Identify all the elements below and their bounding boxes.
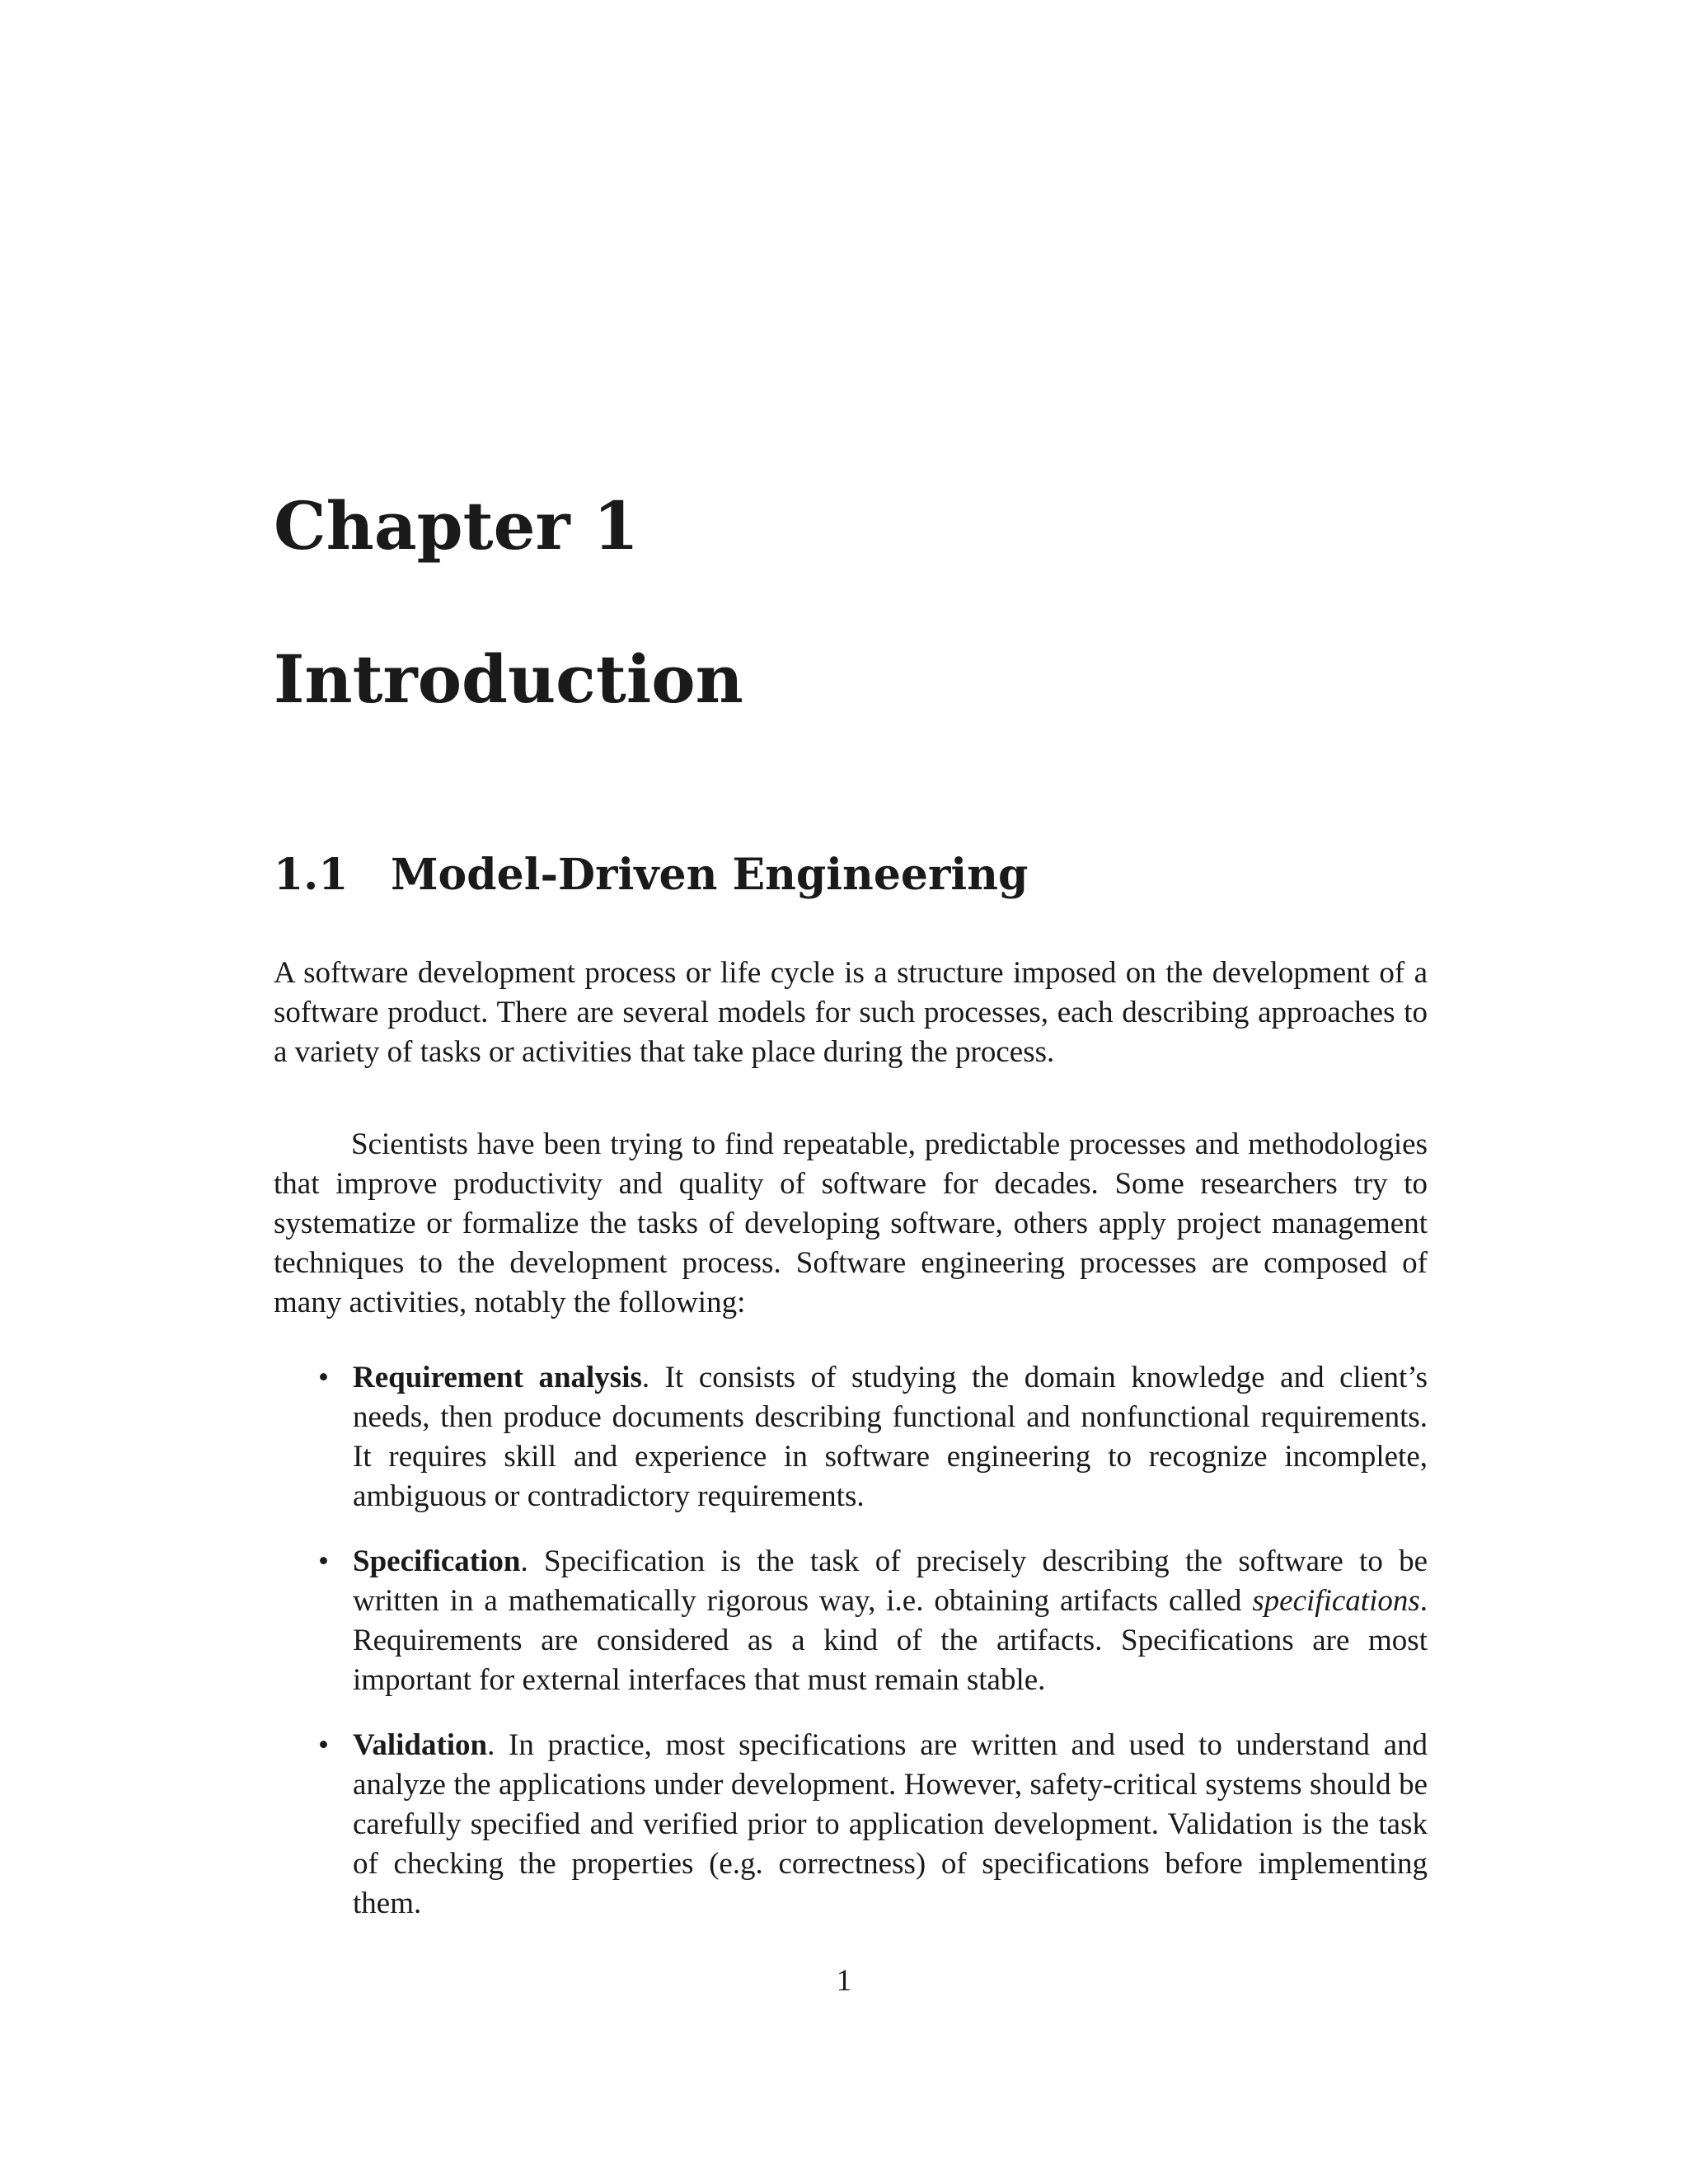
paragraph-activities: Scientists have been trying to find repeatable, predictable processes and methodologies that improve productivity and quality of software for decades. Some researchers try to systematize or formalize the tasks of developing software, others apply project management techniques to the development process. Software engineering processes are composed of many activities, notably the following: [274, 1127, 1428, 1319]
bullet-emphasis: specifications [1252, 1584, 1420, 1618]
section-number: 1.1 [274, 850, 349, 900]
bullet-icon: • [318, 1544, 329, 1578]
section-heading [274, 850, 1029, 900]
list-item-validation [274, 1726, 1428, 1924]
bullet-term: Validation [353, 1728, 488, 1762]
page-number: 1 [836, 1964, 852, 1998]
chapter-title: Introduction [274, 640, 743, 718]
list-item-requirement-analysis [274, 1358, 1428, 1516]
bullet-term: Requirement analysis [353, 1361, 642, 1394]
bullet-text: . Specification is the task of precisely describing the software to be written in a mathematically rigorous way, i.e. obtaining artifacts called [353, 1544, 1428, 1618]
bullet-icon: • [318, 1728, 329, 1762]
activity-list [274, 1358, 1428, 1949]
section-title: Model-Driven Engineering [391, 850, 1029, 900]
list-item-specification [274, 1542, 1428, 1700]
bullet-text: . It consists of studying the domain knowledge and client’s needs, then produce documents describing functional and nonfunctional requirements. It requires skill and experience in software engineering to recognize incomplete, ambiguous or contradictory requirements. [353, 1361, 1428, 1513]
chapter-label: Chapter 1 [274, 487, 640, 565]
bullet-text-continued: . Requirements are considered as a kind of the artifacts. Specifications are most important for external interfaces that must remain stable. [353, 1584, 1428, 1697]
bullet-icon: • [318, 1361, 329, 1394]
paragraph-intro: A software development process or life cycle is a structure imposed on the development of a software product. There are several models for such processes, each describing approaches to a variety of tasks or activities that take place during the process. [274, 956, 1428, 1069]
bullet-term: Specification [353, 1544, 521, 1578]
bullet-text: . In practice, most specifications are written and used to understand and analyze the applications under development. However, safety-critical systems should be carefully specified and verified prior to application development. Validation is the task of checking the properties (e.g. correctness) of specifications before implementing them. [353, 1728, 1428, 1920]
